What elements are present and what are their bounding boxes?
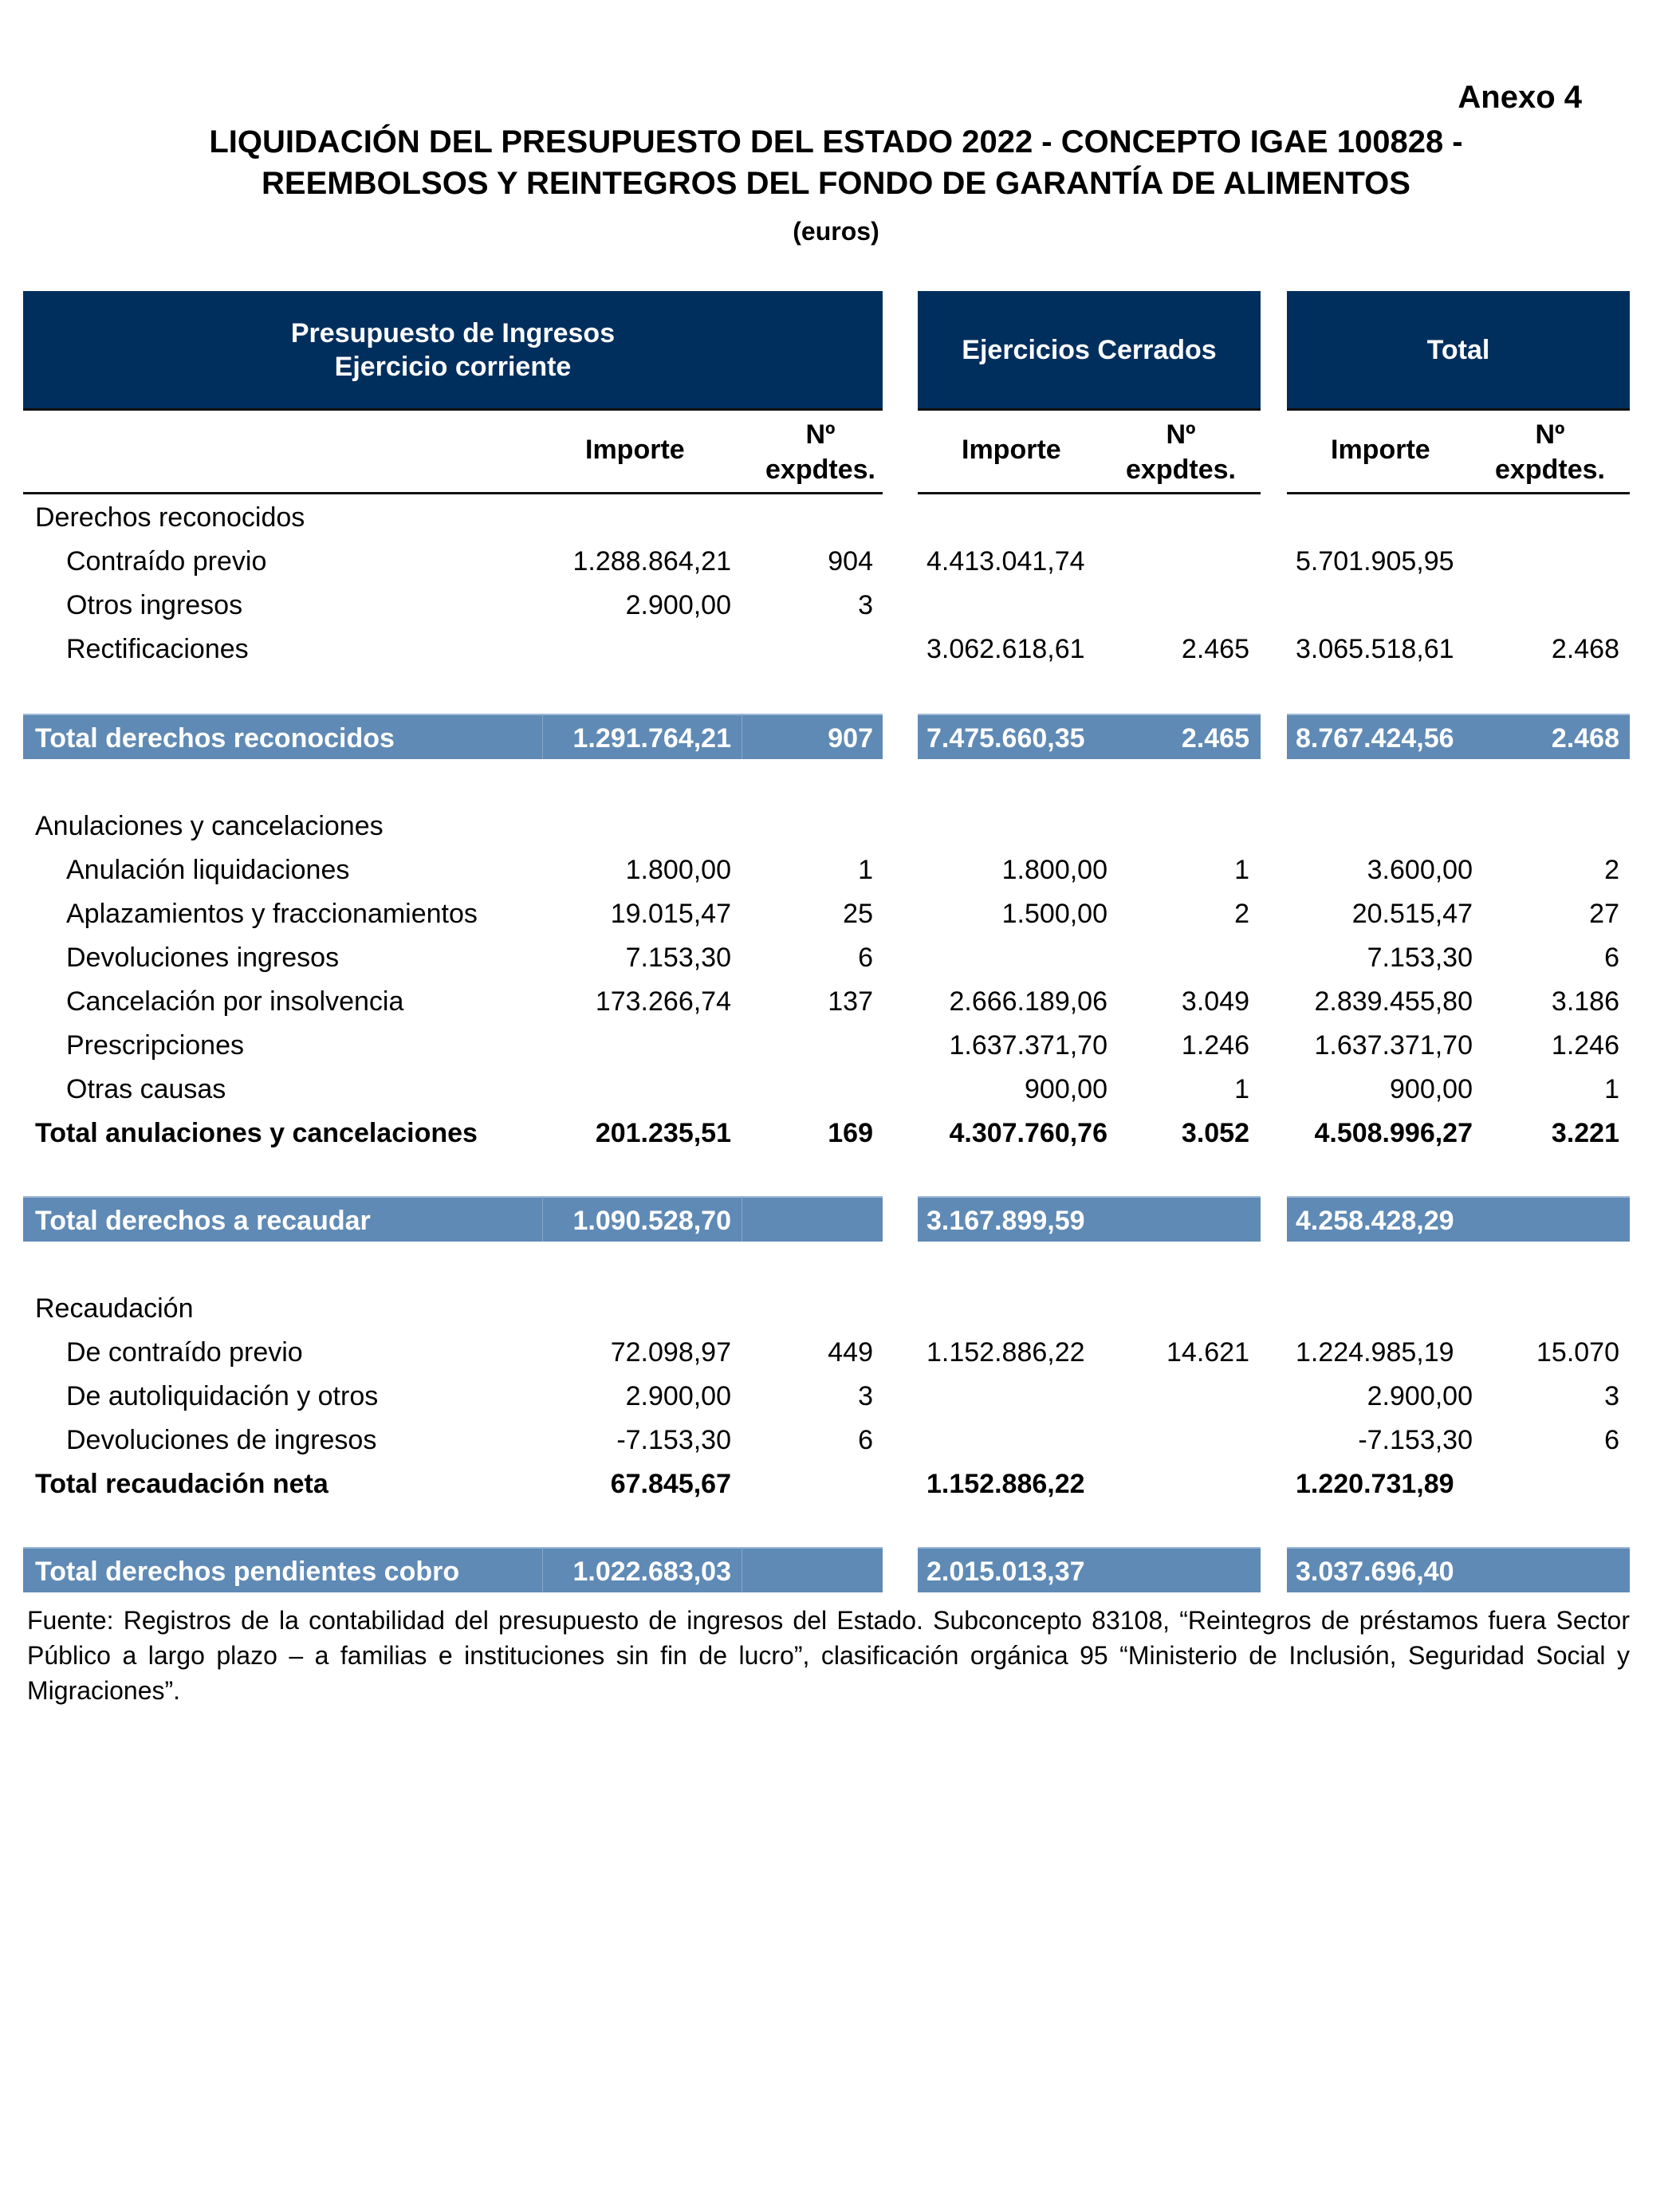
subheader-current — [23, 411, 883, 494]
table-row: Otras causas 900,00 1 900,00 1 — [66, 1074, 1619, 1104]
table-row: Aplazamientos y fraccionamientos 19.015,47 25 1.500,00 2 20.515,47 27 — [66, 899, 1619, 929]
header-total: Total — [1287, 291, 1630, 411]
total-pendientes-cobro-row: Total derechos pendientes cobro 1.022.683,03 2.015.013,37 3.037.696,40 — [35, 1557, 1454, 1587]
col-num-total: Nº expdtes. — [1495, 419, 1605, 485]
table-row: Prescripciones 1.637.371,70 1.246 1.637.371,70 1.246 — [66, 1030, 1619, 1061]
table-row: Anulación liquidaciones 1.800,00 1 1.800,00 1 3.600,00 2 — [66, 855, 1619, 885]
title-line-2: REEMBOLSOS Y REINTEGROS DEL FONDO DE GARANTÍA DE ALIMENTOS — [262, 166, 1410, 201]
total-derechos-a-recaudar-row: Total derechos a recaudar 1.090.528,70 3.167.899,59 4.258.428,29 — [35, 1206, 1454, 1236]
col-importe-total: Importe — [1331, 435, 1430, 465]
col-importe-closed: Importe — [962, 435, 1061, 465]
table-row: Devoluciones de ingresos -7.153,30 6 -7.153,30 6 — [66, 1425, 1619, 1455]
section-anulaciones: Anulaciones y cancelaciones — [35, 811, 384, 841]
subheader-closed — [918, 411, 1261, 494]
table-row: De contraído previo 72.098,97 449 1.152.886,22 14.621 1.224.985,19 15.070 — [66, 1337, 1619, 1368]
table-row: Cancelación por insolvencia 173.266,74 137 2.666.189,06 3.049 2.839.455,80 3.186 — [66, 986, 1619, 1017]
subheader-total — [1287, 411, 1630, 494]
header-current-line-1: Presupuesto de Ingresos — [290, 317, 616, 348]
total-recaudacion-neta-row: Total recaudación neta 67.845,67 1.152.886,22 1.220.731,89 — [35, 1469, 1454, 1499]
section-recaudacion: Recaudación — [35, 1293, 194, 1324]
units-label: (euros) — [793, 217, 879, 246]
section-derechos-reconocidos: Derechos reconocidos — [35, 502, 305, 533]
title-line-1: LIQUIDACIÓN DEL PRESUPUESTO DEL ESTADO 2022 - CONCEPTO IGAE 100828 - — [209, 124, 1463, 159]
col-num-closed: Nº expdtes. — [1126, 419, 1236, 485]
header-current-year — [23, 291, 883, 411]
col-num-current: Nº expdtes. — [765, 419, 875, 485]
table-row: De autoliquidación y otros 2.900,00 3 2.900,00 3 — [66, 1381, 1619, 1411]
table-row: Rectificaciones 3.062.618,61 2.465 3.065.518,61 2.468 — [66, 634, 1619, 664]
table-row: Devoluciones ingresos 7.153,30 6 7.153,30 6 — [66, 943, 1619, 973]
header-closed-years: Ejercicios Cerrados — [918, 291, 1261, 411]
table-row: Otros ingresos 2.900,00 3 — [66, 590, 873, 620]
col-importe-current: Importe — [585, 435, 685, 465]
source-footnote: Fuente: Registros de la contabilidad del presupuesto de ingresos del Estado. Subconcepto 83108, “Reintegros de préstamos fuera Sector Público a largo plazo – a familias e instituciones sin fin de lucro”, clasificación orgánica 95 “Ministerio de Inclusión, Seguridad Social y Migraciones”. — [27, 1606, 1630, 1705]
table-row: Contraído previo 1.288.864,21 904 4.413.041,74 5.701.905,95 — [66, 546, 1454, 577]
total-derechos-reconocidos-row: Total derechos reconocidos 1.291.764,21 907 7.475.660,35 2.465 8.767.424,56 2.468 — [35, 723, 1619, 754]
annex-label: Anexo 4 — [1458, 80, 1582, 115]
total-anulaciones-row: Total anulaciones y cancelaciones 201.235,51 169 4.307.760,76 3.052 4.508.996,27 3.221 — [35, 1118, 1619, 1148]
document-title — [0, 121, 1672, 204]
header-current-line-2: Ejercicio corriente — [334, 351, 572, 382]
